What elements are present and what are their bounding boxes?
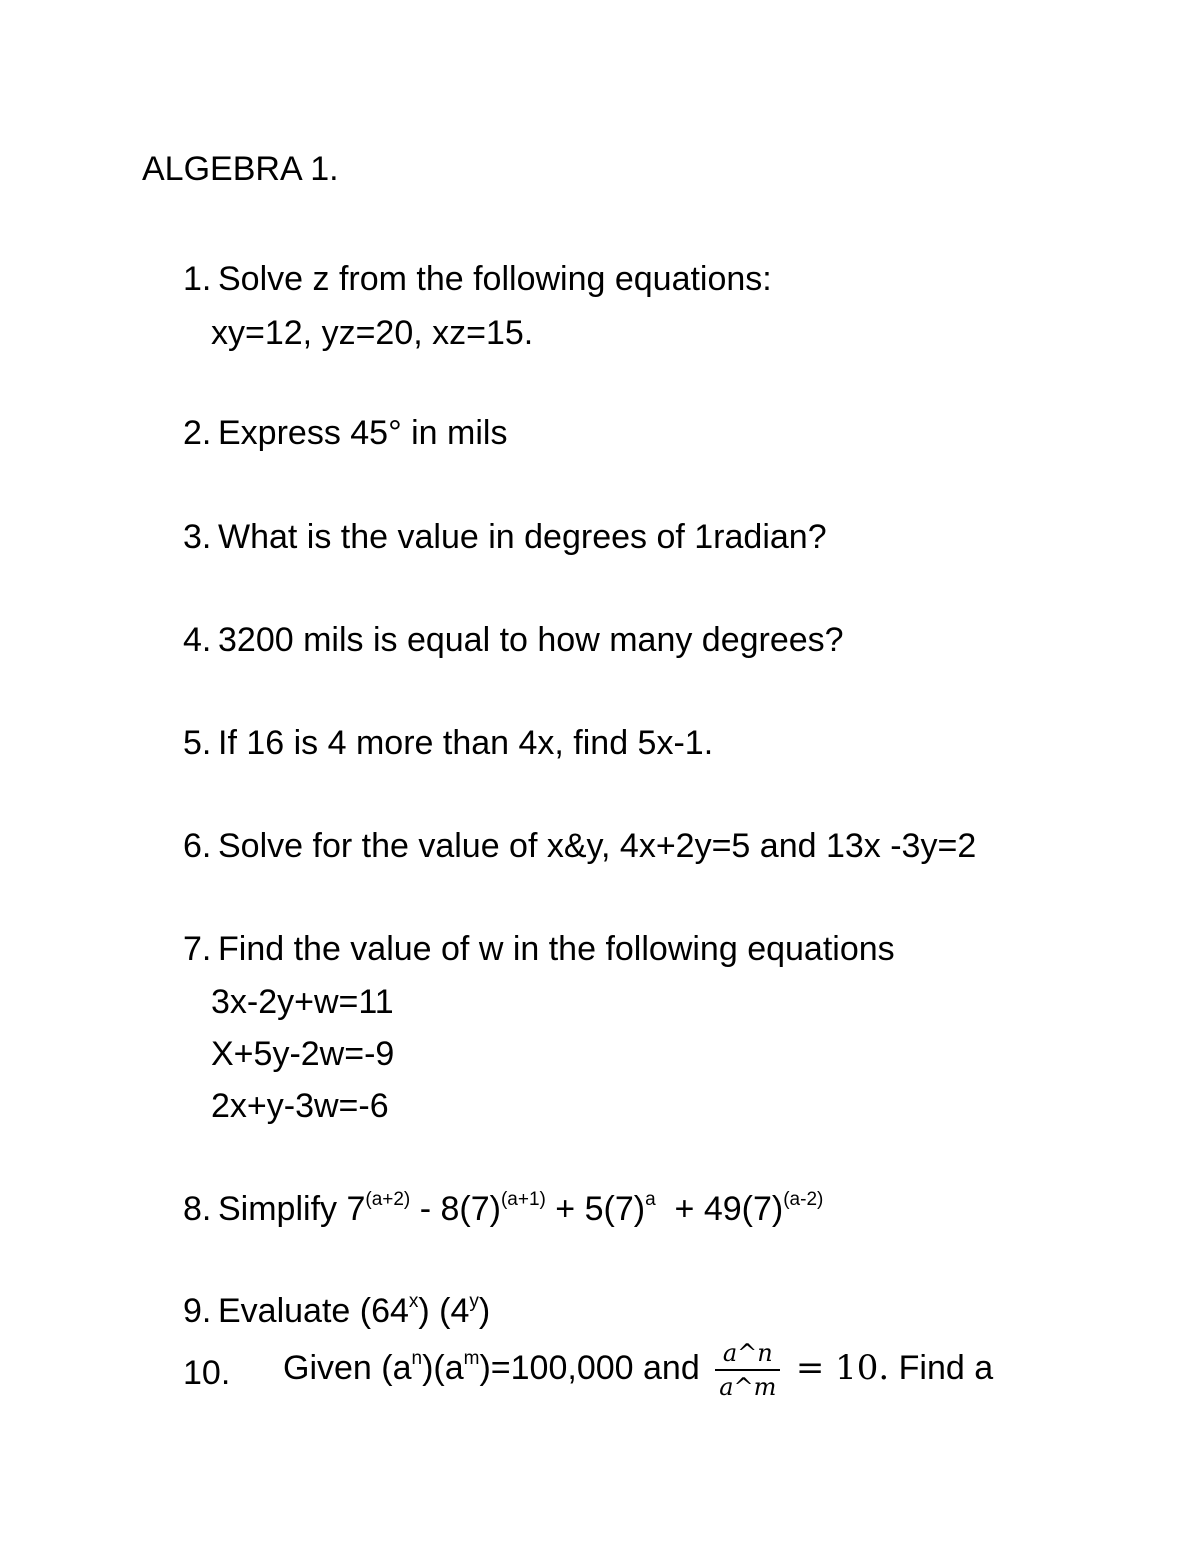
text-part: + 49(7)	[655, 1190, 784, 1228]
question-text: Solve for the value of x&y, 4x+2y=5 and 13x -3y=2	[218, 827, 977, 865]
fraction	[715, 1341, 780, 1399]
text-part: Find a	[889, 1348, 994, 1387]
exponent: y	[469, 1291, 479, 1312]
question-text	[218, 1189, 824, 1228]
exponent: a	[645, 1189, 656, 1210]
exponent: m	[463, 1347, 480, 1369]
text-part: ) (4	[418, 1292, 470, 1330]
question-number: 10.	[183, 1354, 231, 1392]
exponent: x	[408, 1291, 419, 1312]
exponent: (a+1)	[500, 1189, 546, 1210]
page-title: ALGEBRA 1.	[142, 150, 339, 188]
question-number: 9.	[183, 1292, 212, 1330]
question-text	[218, 1291, 491, 1330]
text-part: Simplify 7	[218, 1190, 366, 1228]
question-text	[283, 1341, 993, 1399]
question-text: Find the value of w in the following equations	[218, 930, 895, 968]
exponent: (a+2)	[365, 1189, 411, 1210]
question-number: 1.	[183, 260, 212, 298]
text-part: )	[478, 1292, 491, 1330]
exponent: n	[411, 1347, 423, 1369]
question-text: Solve z from the following equations:	[218, 260, 772, 298]
text-part: Given (a	[283, 1348, 412, 1387]
equation-line: xy=12, yz=20, xz=15.	[211, 314, 534, 352]
fraction-numerator: a^n	[722, 1339, 773, 1367]
question-number: 6.	[183, 827, 212, 865]
question-text: What is the value in degrees of 1radian?	[218, 518, 827, 556]
question-text: Express 45° in mils	[218, 414, 508, 452]
question-text: If 16 is 4 more than 4x, find 5x-1.	[218, 724, 714, 762]
equation-line: 3x-2y+w=11	[211, 983, 394, 1021]
question-number: 8.	[183, 1190, 212, 1228]
exponent: (a-2)	[783, 1189, 824, 1210]
text-part: Evaluate (64	[218, 1292, 409, 1330]
question-number: 7.	[183, 930, 212, 968]
text-part: - 8(7)	[410, 1190, 501, 1228]
question-number: 2.	[183, 414, 212, 452]
equation-line: X+5y-2w=-9	[211, 1035, 395, 1073]
text-part: )(a	[422, 1348, 464, 1387]
text-part: )=100,000 and	[479, 1348, 700, 1387]
equals-part: = 10.	[795, 1347, 890, 1388]
fraction-bar	[715, 1369, 780, 1371]
question-number: 5.	[183, 724, 212, 762]
question-number: 3.	[183, 518, 212, 556]
equation-line: 2x+y-3w=-6	[211, 1087, 389, 1125]
fraction-denominator: a^m	[719, 1373, 777, 1401]
text-part: + 5(7)	[545, 1190, 646, 1228]
question-number: 4.	[183, 621, 212, 659]
question-text: 3200 mils is equal to how many degrees?	[218, 621, 844, 659]
